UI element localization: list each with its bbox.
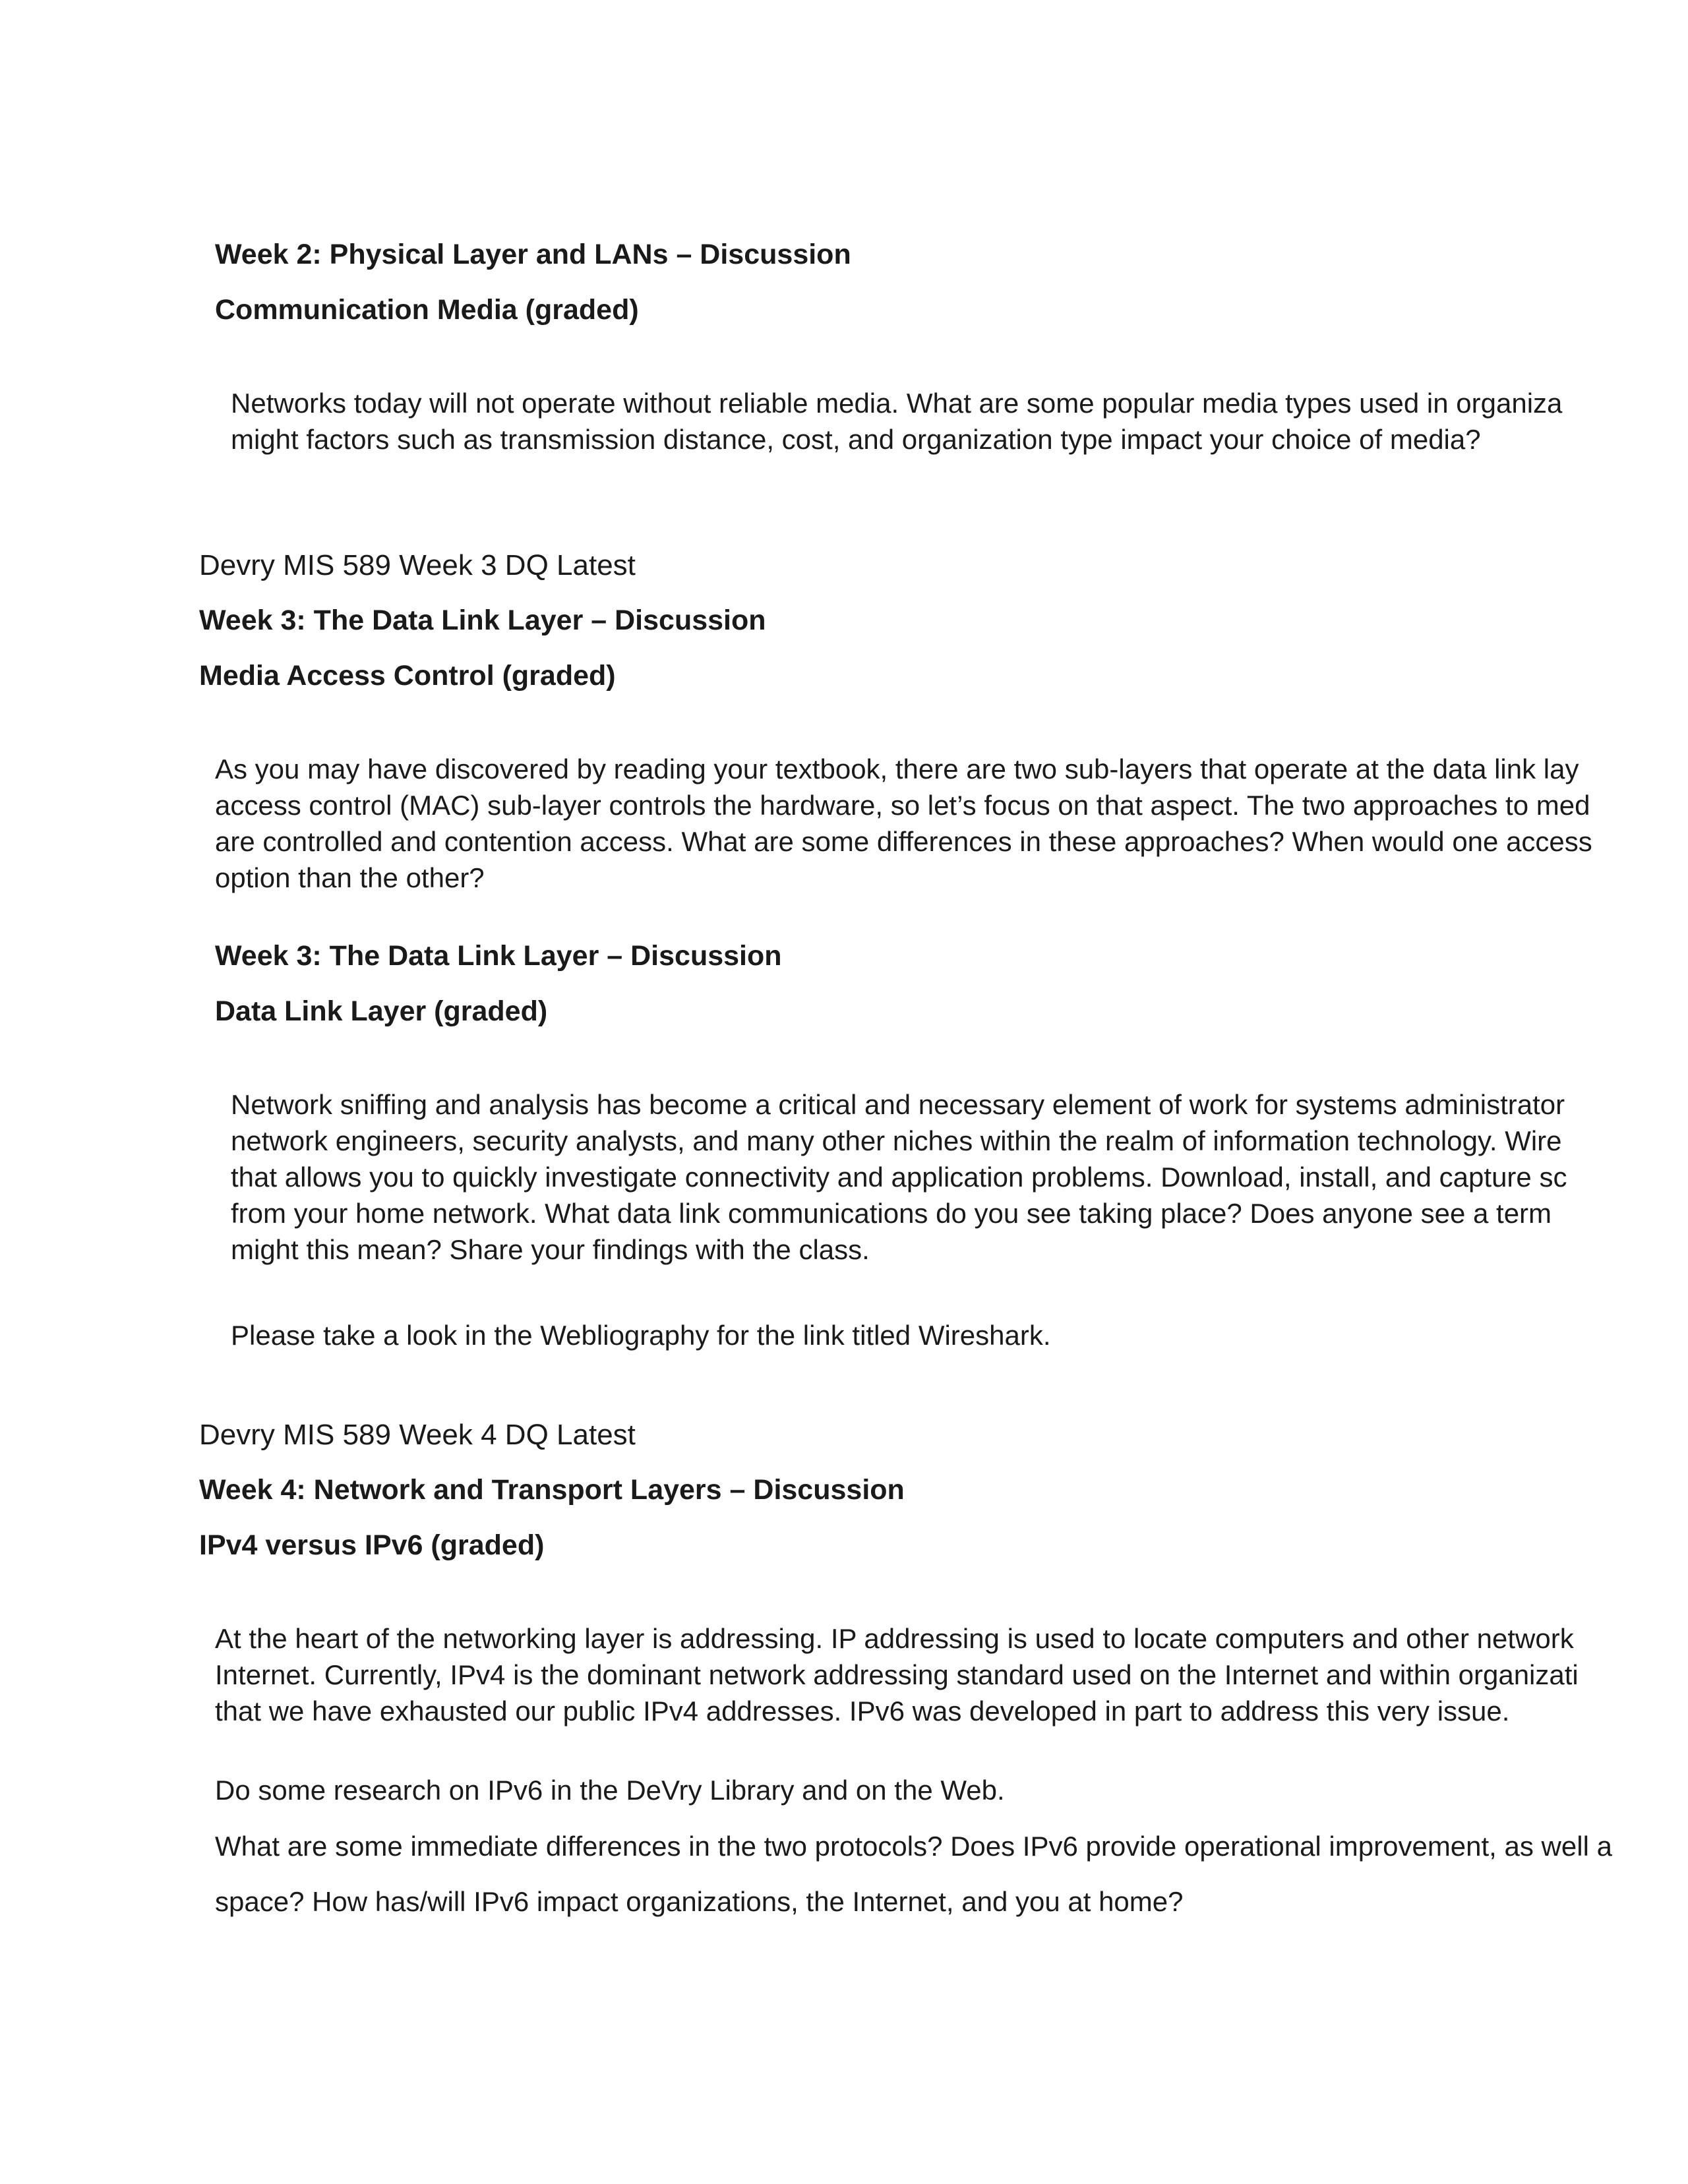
paragraph-line: that allows you to quickly investigate connectivity and application problems. Download, install, and capture sc	[231, 1162, 1567, 1193]
question-line: What are some immediate differences in the two protocols? Does IPv6 provide operational improvement, as well a	[215, 1831, 1612, 1862]
paragraph-line: might factors such as transmission distance, cost, and organization type impact your choice of media?	[231, 424, 1481, 455]
paragraph-line: might this mean? Share your findings with the class.	[231, 1234, 870, 1265]
paragraph-line: Networks today will not operate without reliable media. What are some popular media types used in organiza	[231, 388, 1563, 419]
section-heading: Week 3: The Data Link Layer – Discussion	[199, 605, 766, 636]
paragraph-line: At the heart of the networking layer is addressing. IP addressing is used to locate computers and other network	[215, 1623, 1574, 1654]
discussion-paragraph	[215, 1620, 1579, 1729]
section-subheading: Media Access Control (graded)	[199, 660, 616, 692]
section-subheading: IPv4 versus IPv6 (graded)	[199, 1529, 545, 1561]
paragraph-line: access control (MAC) sub-layer controls the hardware, so let’s focus on that aspect. The two approaches to med	[215, 790, 1590, 821]
paragraph-line: network engineers, security analysts, and many other niches within the realm of information technology. Wire	[231, 1125, 1562, 1156]
paragraph-line: As you may have discovered by reading your textbook, there are two sub-layers that operate at the data link lay	[215, 753, 1579, 784]
webliography-note: Please take a look in the Webliography for the link titled Wireshark.	[231, 1320, 1051, 1351]
question-line: space? How has/will IPv6 impact organizations, the Internet, and you at home?	[215, 1886, 1184, 1917]
section-heading: Week 4: Network and Transport Layers – Discussion	[199, 1474, 905, 1506]
paragraph-line: option than the other?	[215, 862, 485, 893]
research-instruction: Do some research on IPv6 in the DeVry Library and on the Web.	[215, 1775, 1005, 1806]
paragraph-line: Internet. Currently, IPv4 is the dominant network addressing standard used on the Internet and within organizati	[215, 1659, 1579, 1690]
paragraph-line: Network sniffing and analysis has become a critical and necessary element of work for systems administrator	[231, 1089, 1565, 1120]
section-heading: Week 2: Physical Layer and LANs – Discussion	[215, 239, 851, 270]
discussion-paragraph	[231, 1086, 1567, 1268]
section-subheading: Communication Media (graded)	[215, 294, 639, 326]
document-title: Devry MIS 589 Week 4 DQ Latest	[199, 1419, 636, 1451]
paragraph-line: are controlled and contention access. What are some differences in these approaches? When would one access	[215, 826, 1592, 857]
section-subheading: Data Link Layer (graded)	[215, 995, 548, 1027]
document-title: Devry MIS 589 Week 3 DQ Latest	[199, 549, 636, 581]
paragraph-line: that we have exhausted our public IPv4 addresses. IPv6 was developed in part to address this very issue.	[215, 1696, 1510, 1727]
discussion-paragraph	[215, 751, 1592, 896]
paragraph-line: from your home network. What data link communications do you see taking place? Does anyone see a term	[231, 1198, 1552, 1229]
section-heading: Week 3: The Data Link Layer – Discussion	[215, 940, 782, 972]
discussion-paragraph	[231, 385, 1562, 457]
